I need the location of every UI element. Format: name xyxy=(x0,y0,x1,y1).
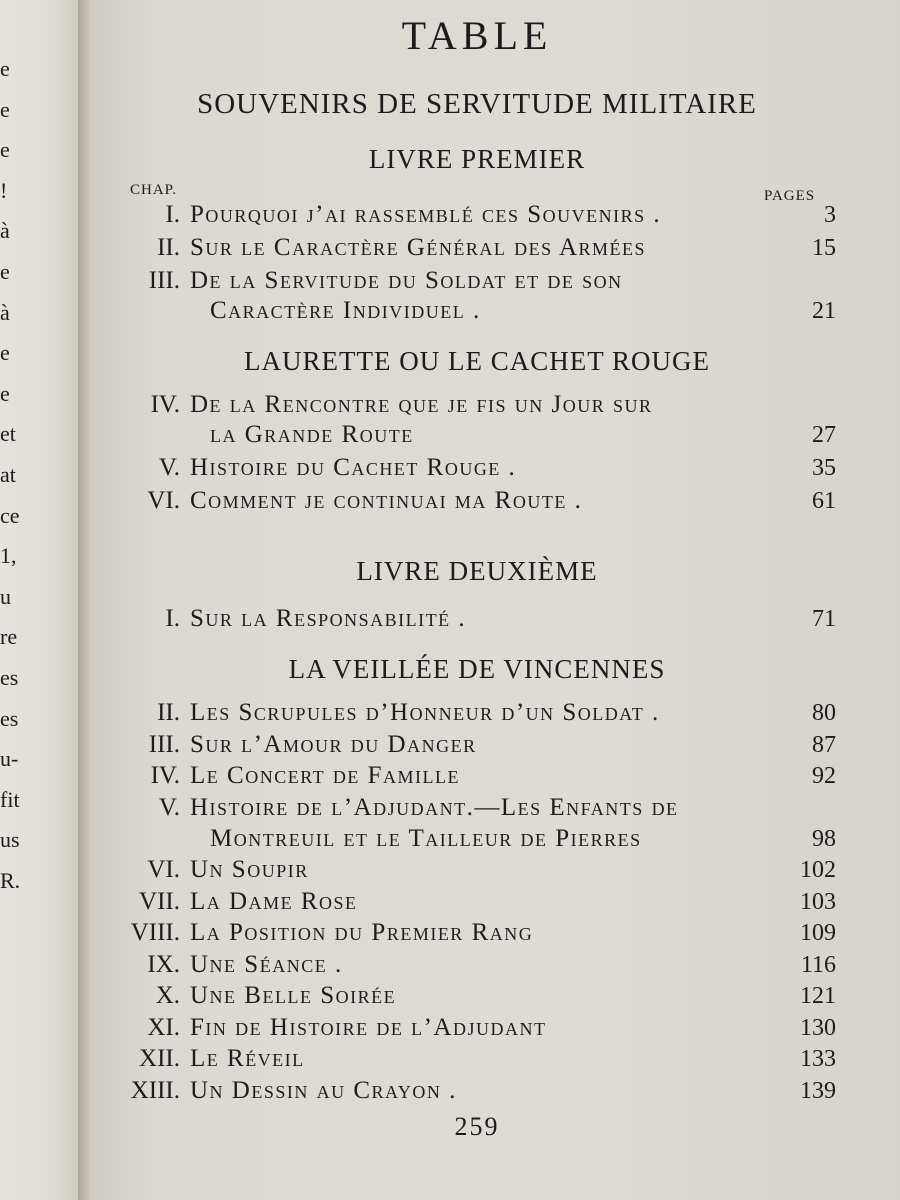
chapter-title-line: Une Séance . xyxy=(190,950,343,978)
chapter-title-line: Une Belle Soirée xyxy=(190,982,397,1009)
page-title: TABLE xyxy=(401,13,553,58)
left-page-fragment: es xyxy=(0,705,19,731)
page-ref: 21 xyxy=(812,298,836,324)
chapter-number: II. xyxy=(157,234,180,261)
chapter-title-line: Histoire du Cachet Rouge . xyxy=(190,454,517,481)
chapter-title-line: La Position du Premier Rang xyxy=(190,919,534,946)
page-number: 259 xyxy=(454,1112,500,1141)
left-page-fragment: 1, xyxy=(0,543,17,569)
chapter-title-line: Sur l’Amour du Danger xyxy=(190,730,477,758)
book-subtitle: SOUVENIRS DE SERVITUDE MILITAIRE xyxy=(197,88,757,120)
page-ref: 80 xyxy=(812,700,836,726)
chapter-number: XI. xyxy=(147,1013,180,1041)
chapter-number: I. xyxy=(165,605,180,632)
page-ref: 103 xyxy=(800,888,836,915)
left-page-fragment: es xyxy=(0,665,19,690)
chapter-title-line: Fin de Histoire de l’Adjudant xyxy=(190,1013,547,1041)
left-page-fragment: u xyxy=(0,583,11,609)
left-page-fragment: à xyxy=(0,218,10,244)
page-ref: 92 xyxy=(812,763,836,789)
page-ref: 130 xyxy=(800,1014,836,1041)
pages-label: PAGES xyxy=(764,188,816,204)
page-ref: 98 xyxy=(812,825,836,852)
chapter-title-line: Le Réveil xyxy=(190,1045,305,1072)
page-ref: 35 xyxy=(812,455,836,481)
left-page-fragment: e xyxy=(0,259,10,284)
chapter-number: III. xyxy=(148,267,180,294)
left-page-fragment: at xyxy=(0,462,16,487)
chapter-title-line: Pourquoi j’ai rassemblé ces Souvenirs . xyxy=(190,201,662,228)
chapter-number: II. xyxy=(157,699,180,726)
chapter-number: XIII. xyxy=(130,1076,180,1104)
chapter-number: V. xyxy=(158,793,180,821)
page-ref: 71 xyxy=(812,606,836,632)
page-ref: 15 xyxy=(812,235,836,261)
chapter-title-line: Histoire de l’Adjudant.—Les Enfants de xyxy=(190,793,679,821)
chapter-title-line: Comment je continuai ma Route . xyxy=(190,487,583,514)
page-ref: 109 xyxy=(800,920,836,946)
chapter-number: VIII. xyxy=(130,919,180,946)
chapter-title-line: Caractère Individuel . xyxy=(210,297,481,324)
chapter-title-line: Un Soupir xyxy=(190,856,309,883)
chapter-title-line: Un Dessin au Crayon . xyxy=(190,1076,457,1104)
left-page-fragment: e xyxy=(0,340,10,366)
left-page-fragment: R. xyxy=(0,868,21,893)
left-page-fragment: et xyxy=(0,421,16,447)
chapter-number: X. xyxy=(155,982,180,1009)
page-ref: 61 xyxy=(812,488,836,514)
laurette-heading: LAURETTE OU LE CACHET ROUGE xyxy=(244,346,710,376)
chapter-number: IV. xyxy=(150,391,180,418)
chapter-number: I. xyxy=(165,201,180,228)
chap-label: CHAP. xyxy=(130,182,178,198)
left-page-fragment: e xyxy=(0,56,10,81)
page-ref: 87 xyxy=(812,731,836,758)
chapter-number: XII. xyxy=(139,1045,180,1072)
left-page-fragment: ! xyxy=(0,177,8,203)
livre2-heading: LIVRE DEUXIÈME xyxy=(356,556,598,586)
vincennes-heading: LA VEILLÉE DE VINCENNES xyxy=(288,654,666,684)
left-page-fragment: us xyxy=(0,827,20,853)
chapter-number: VI. xyxy=(147,487,180,514)
page-ref: 116 xyxy=(800,951,836,978)
left-page-fragment: e xyxy=(0,137,10,163)
left-page-fragment: u- xyxy=(0,746,19,772)
chapter-title-line: Les Scrupules d’Honneur d’un Soldat . xyxy=(190,699,660,726)
page-ref: 27 xyxy=(812,422,836,448)
chapter-title-line: La Dame Rose xyxy=(190,887,358,915)
left-page-fragment: ce xyxy=(0,502,20,528)
chapter-title-line: De la Servitude du Soldat et de son xyxy=(190,267,623,294)
livre1-heading: LIVRE PREMIER xyxy=(368,144,586,174)
page-ref: 3 xyxy=(824,202,836,228)
left-page-fragment: e xyxy=(0,96,10,122)
left-page-fragment: re xyxy=(0,624,18,650)
chapter-number: III. xyxy=(148,730,180,758)
page-ref: 102 xyxy=(800,857,836,883)
page-ref: 139 xyxy=(800,1077,836,1104)
left-page-fragment: à xyxy=(0,299,10,325)
chapter-title-line: Sur la Responsabilité . xyxy=(190,605,467,632)
chapter-title-line: la Grande Route xyxy=(210,421,414,448)
page-ref: 121 xyxy=(800,983,836,1009)
chapter-title-line: Sur le Caractère Général des Armées xyxy=(190,234,647,261)
left-page-fragment: e xyxy=(0,380,10,406)
chapter-number: VI. xyxy=(147,856,180,883)
chapter-number: IV. xyxy=(150,762,180,789)
left-page-fragment: fit xyxy=(0,786,20,812)
chapter-title-line: Le Concert de Famille xyxy=(190,762,460,789)
chapter-number: IX. xyxy=(147,950,180,978)
chapter-number: V. xyxy=(158,454,180,481)
chapter-number: VII. xyxy=(139,887,180,915)
chapter-title-line: Montreuil et le Tailleur de Pierres xyxy=(210,824,642,852)
chapter-title-line: De la Rencontre que je fis un Jour sur xyxy=(190,391,653,418)
page-ref: 133 xyxy=(800,1046,836,1072)
